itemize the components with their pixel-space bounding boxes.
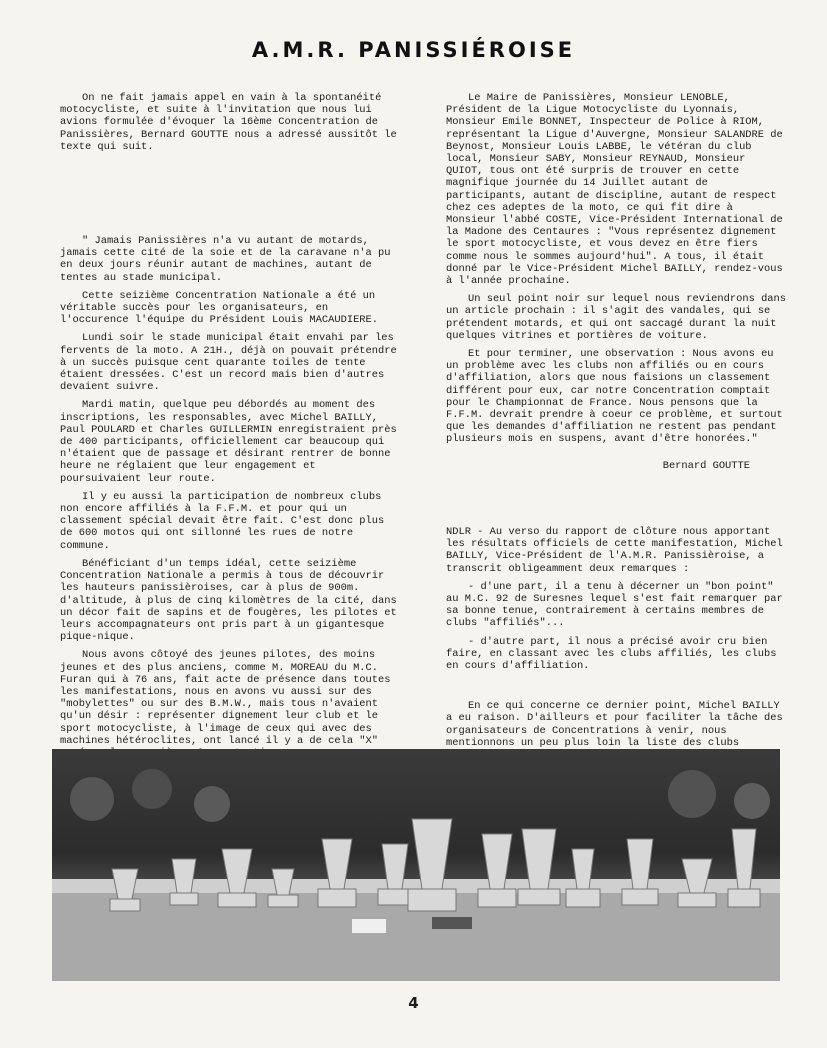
- article-paragraph: Et pour terminer, une observation : Nous avons eu un problème avec les clubs non affiliés ou en cours d'affiliation, alors que nous faisions un classement différent pour eux, car notre Concentration comptait pour le Championnat de France. Nous pensons que la F.F.M. devrait prendre à coeur ce problème, et surtout que les demandes d'affiliation ne restent pas pendant plusieurs mois en suspens, avant d'être honorées.": [446, 348, 783, 446]
- right-column: [446, 92, 786, 792]
- article-paragraph: " Jamais Panissières n'a vu autant de motards, jamais cette cité de la soie et de la caravane n'a pu en deux jours réunir autant de machines, autant de tentes au stade municipal.: [60, 235, 391, 284]
- page-title: A.M.R. PANISSIÉROISE: [251, 38, 576, 62]
- article-paragraph: Cette seizième Concentration Nationale a été un véritable succès pour les organisateurs, en l'occurence l'équipe du Président Louis MACAUDIERE.: [60, 289, 379, 327]
- article-paragraph: Un seul point noir sur lequel nous reviendrons dans un article prochain : il s'agit des vandales, qui se prétendent motards, et qui ont saccagé durant la nuit quelques vitrines et portières de voiture.: [446, 293, 787, 342]
- ndlr-note: NDLR - Au verso du rapport de clôture nous apportant les résultats officiels de cette manifestation, Michel BAILLY, Vice-Président de l'A.M.R. Panissièroise, a transcrit obligeamment deux remarques :: [446, 525, 783, 575]
- remark-item: - d'autre part, il nous a précisé avoir cru bien faire, en classant avec les clubs affiliés, les clubs en cours d'affiliation.: [446, 635, 777, 672]
- trophies-photo: [52, 749, 780, 981]
- trophies-illustration: [52, 749, 780, 981]
- author-signature: Bernard GOUTTE: [662, 459, 750, 472]
- article-paragraph: Mardi matin, quelque peu débordés au moment des inscriptions, les responsables, avec Michel BAILLY, Paul POULARD et Charles GUILLERMIN enregistraient près de 400 participants, officiellement car beaucoup qui n'étaient que de passage et désirant rentrer de bonne heure ne réglaient que leur engagement et poursuivaient leur route.: [60, 399, 397, 485]
- article-paragraph: Nous avons côtoyé des jeunes pilotes, des moins jeunes et des plus anciens, comme M. MOREAU du M.C. Furan qui à 76 ans, fait acte de présence dans toutes les manifestations, nous en avons vu aussi sur des "mobylettes" ou sur des B.M.W., mais tous n'avaient qu'un désir : représenter dignement leur club et le sport motocycliste, à l'image de ceux qui avec des machines hétéroclites, ont lancé il y a de cela "X": [60, 649, 391, 747]
- remark-item: - d'une part, il a tenu à décerner un "bon point" au M.C. 92 de Suresnes lequel s'est fait remarquer par sa bonne tenue, contrairement à certains membres de clubs "affiliés"...: [446, 580, 783, 630]
- article-paragraph: Bénéficiant d'un temps idéal, cette seizième Concentration Nationale a permis à tous de découvrir les hauteurs panissièroises, car à plus de 900m. d'altitude, à plus de cinq kilomètres de la cité, dans un décor fait de sapins et de fougères, les pilotes et leurs accompagnateurs ont pris part à un gigantesque pique-nique.: [60, 557, 397, 644]
- article-paragraph: Il y eu aussi la participation de nombreux clubs non encore affiliés à la F.F.M. et pour qui un classement spécial devait être fait. C'est donc plus de 600 motos qui ont sillonné les rues de notre commune.: [60, 490, 385, 552]
- page-number: 4: [408, 994, 419, 1012]
- intro-paragraph: On ne fait jamais appel en vain à la spontanéité motocycliste, et suite à l'invitation que nous lui avions formulée d'évoquer la 16ème Concentration de Panissières, Bernard GOUTTE nous a adressé aussitôt le texte qui suit.: [60, 92, 397, 153]
- article-paragraph: Lundi soir le stade municipal était envahi par les fervents de la moto. A 21H., déjà on pouvait prétendre à un succès puisque cent quarante toiles de tente étaient dressées. C'est un record mais bien d'autres devaient suivre.: [60, 332, 397, 394]
- closing-paragraph: En ce qui concerne ce dernier point, Michel BAILLY a eu raison. D'ailleurs et pour faciliter la tâche des organisateurs de Concentrations à venir, nous mentionnons un peu plus loin la liste des clubs: [446, 700, 783, 749]
- article-paragraph: Le Maire de Panissières, Monsieur LENOBLE, Président de la Ligue Motocycliste du Lyonnais, Monsieur Emile BONNET, Inspecteur de Police à RIOM, représentant la Ligue d'Auvergne, Monsieur SALANDRE de Beynost, Monsieur Louis LABBE, le vétéran du club local, Monsieur SABY, Monsieur REYNAUD, Monsieur QUIOT, tous ont été surpris de trouver en cette magnifique journée du 14 Juillet autant de participants, autant de discipline, autant de respect chez ces adeptes de la moto, ce qui fit dire à Monsieur l'abbé COSTE, Vice-Président International de la Madone des Centaures : "Vous représentez dignement le sport motocycliste, et vous devez en être fiers comme nous le sommes aujourd'hui". A tous, il était donné par le Vice-Président Michel BAILLY, rendez-vous à l'année prochaine.: [446, 92, 783, 288]
